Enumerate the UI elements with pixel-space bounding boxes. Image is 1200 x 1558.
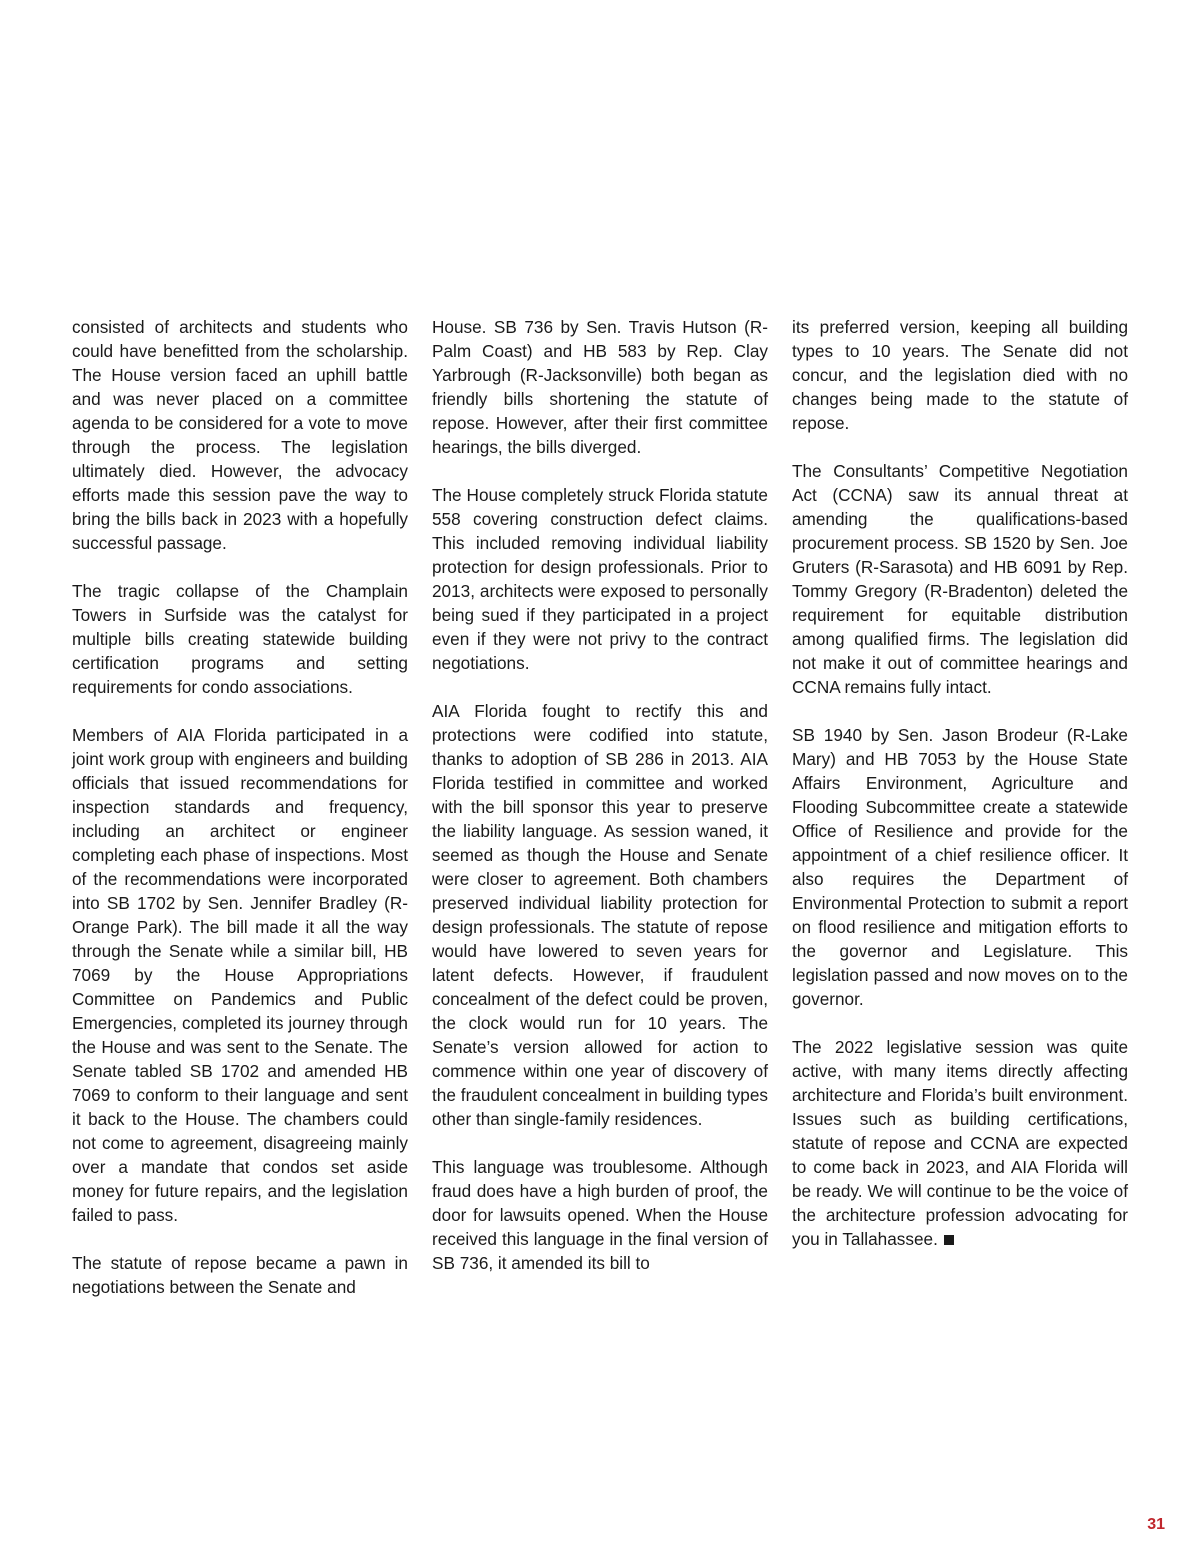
paragraph: House. SB 736 by Sen. Travis Hutson (R-Palm Coast) and HB 583 by Rep. Clay Yarbrough (R-Jacksonville) both began as friendly bills shortening the statute of repose. However, after their first committee hearings, the bills diverged. xyxy=(432,317,768,457)
paragraph: Members of AIA Florida participated in a joint work group with engineers and building officials that issued recommendations for inspection standards and frequency, including an architect or engineer completing each phase of inspections. Most of the recommendations were incorporated into SB 1702 by Sen. Jennifer Bradley (R-Orange Park). The bill made it all the way through the Senate while a similar bill, HB 7069 by the House Appropriations Committee on Pandemics and Public Emergencies, completed its journey through the House and was sent to the Senate. The Senate tabled SB 1702 and amended HB 7069 to conform to their language and sent it back to the House. The chambers could not come to agreement, disagreeing mainly over a mandate that condos set aside money for future repairs, and the legislation failed to pass. xyxy=(72,725,408,1225)
end-mark-icon xyxy=(944,1235,954,1245)
paragraph-final xyxy=(792,1035,1128,1251)
paragraph: AIA Florida fought to rectify this and protections were codified into statute, thanks to adoption of SB 286 in 2013. AIA Florida testified in committee and worked with the bill sponsor this year to preserve the liability language. As session waned, it seemed as though the House and Senate were closer to agreement. Both chambers preserved individual liability protection for design professionals. The statute of repose would have lowered to seven years for latent defects. However, if fraudulent concealment of the defect could be proven, the clock would run for 10 years. The Senate’s version allowed for action to commence within one year of discovery of the fraudulent concealment in building types other than single-family residences. xyxy=(432,701,768,1129)
paragraph: its preferred version, keeping all building types to 10 years. The Senate did not concur, and the legislation died with no changes being made to the statute of repose. xyxy=(792,317,1128,433)
paragraph: consisted of architects and students who could have benefitted from the scholarship. The House version faced an uphill battle and was never placed on a committee agenda to be considered for a vote to move through the process. The legislation ultimately died. However, the advocacy efforts made this session pave the way to bring the bills back in 2023 with a hopefully successful passage. xyxy=(72,317,408,553)
article-body xyxy=(72,315,1128,1299)
paragraph: This language was troublesome. Although fraud does have a high burden of proof, the door for lawsuits opened. When the House received this language in the final version of SB 736, it amended its bill to xyxy=(432,1157,768,1273)
paragraph: SB 1940 by Sen. Jason Brodeur (R-Lake Mary) and HB 7053 by the House State Affairs Environment, Agriculture and Flooding Subcommittee create a statewide Office of Resilience and provide for the appointment of a chief resilience officer. It also requires the Department of Environmental Protection to submit a report on flood resilience and mitigation efforts to the governor and Legislature. This legislation passed and now moves on to the governor. xyxy=(792,725,1128,1009)
paragraph: The statute of repose became a pawn in negotiations between the Senate and xyxy=(72,1253,408,1297)
paragraph: The tragic collapse of the Champlain Towers in Surfside was the catalyst for multiple bills creating statewide building certification programs and setting requirements for condo associations. xyxy=(72,581,408,697)
article-column-3 xyxy=(792,315,1128,1299)
paragraph: The Consultants’ Competitive Negotiation Act (CCNA) saw its annual threat at amending the qualifications-based procurement process. SB 1520 by Sen. Joe Gruters (R-Sarasota) and HB 6091 by Rep. Tommy Gregory (R-Bradenton) deleted the requirement for equitable distribution among qualified firms. The legislation did not make it out of committee hearings and CCNA remains fully intact. xyxy=(792,461,1128,697)
paragraph: The House completely struck Florida statute 558 covering construction defect claims. This included removing individual liability protection for design professionals. Prior to 2013, architects were exposed to personally being sued if they participated in a project even if they were not privy to the contract negotiations. xyxy=(432,485,768,673)
article-column-2 xyxy=(432,315,768,1299)
article-column-1 xyxy=(72,315,408,1299)
paragraph-final-text: The 2022 legislative session was quite active, with many items directly affecting architecture and Florida’s built environment. Issues such as building certifications, statute of repose and CCNA are expected to come back in 2023, and AIA Florida will be ready. We will continue to be the voice of the architecture profession advocating for you in Tallahassee. xyxy=(792,1037,1128,1249)
page-number: 31 xyxy=(1147,1516,1165,1533)
